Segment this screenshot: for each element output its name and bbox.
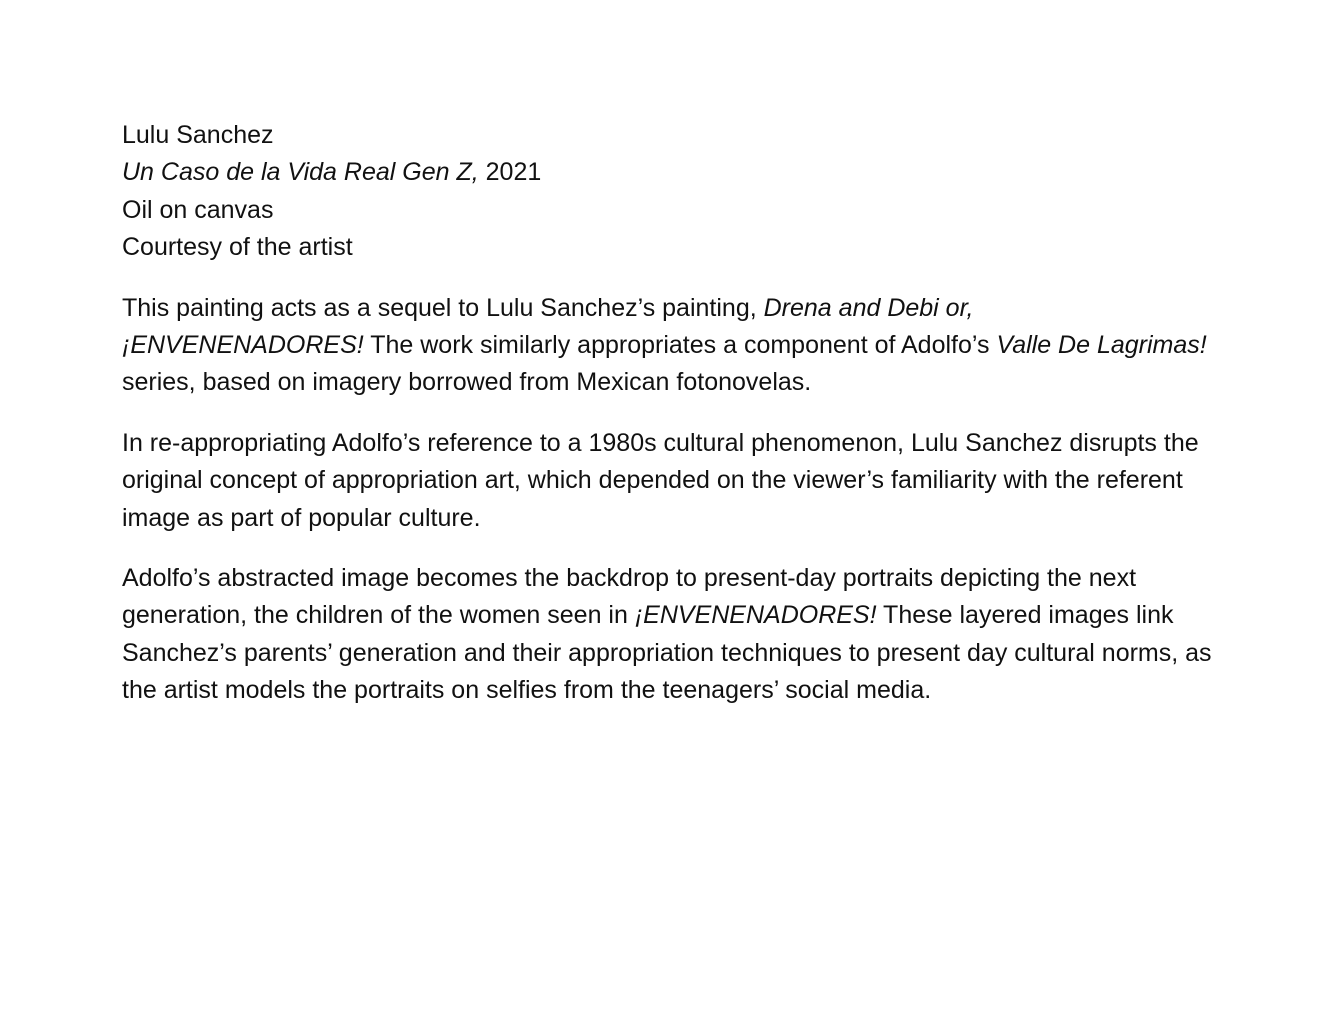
artwork-credit: Courtesy of the artist <box>122 233 353 262</box>
artwork-reference: Valle De Lagrimas! <box>996 331 1207 360</box>
text-segment: These layered images link Sanchez’s parents’ generation and their appropriation techniques to present day cultural norms, as the artist models the portraits on selfies from the teenagers’ social media. <box>122 601 1212 705</box>
artwork-reference: ¡ENVENENADORES! <box>634 601 877 630</box>
text-segment: series, based on imagery borrowed from Mexican fotonovelas. <box>122 368 812 397</box>
artwork-title: Un Caso de la Vida Real Gen Z, <box>122 158 479 187</box>
text-segment: The work similarly appropriates a component of Adolfo’s <box>363 331 997 360</box>
wall-label <box>122 117 1212 733</box>
text-segment: This painting acts as a sequel to Lulu Sanchez’s painting, <box>122 293 764 322</box>
text-segment: Adolfo’s abstracted image becomes the backdrop to present-day portraits depicting the next generation, the children of the women seen in <box>122 564 1137 630</box>
paragraph-1 <box>122 290 1212 402</box>
label-text <box>122 290 1212 710</box>
paragraph-2 <box>122 425 1212 537</box>
artwork-reference: Drena and Debi or, ¡ENVENENADORES! <box>122 293 974 360</box>
artwork-title-line <box>122 154 1212 191</box>
artwork-year: 2021 <box>478 158 542 187</box>
tombstone <box>122 117 1212 267</box>
artwork-medium: Oil on canvas <box>122 195 274 224</box>
paragraph-3 <box>122 560 1212 710</box>
artist-name: Lulu Sanchez <box>122 121 274 149</box>
text-segment: In re-appropriating Adolfo’s reference to a 1980s cultural phenomenon, Lulu Sanchez disrupts the original concept of appropriation art, which depended on the viewer’s familiarity with the referent image as part of popular culture. <box>122 428 1199 532</box>
